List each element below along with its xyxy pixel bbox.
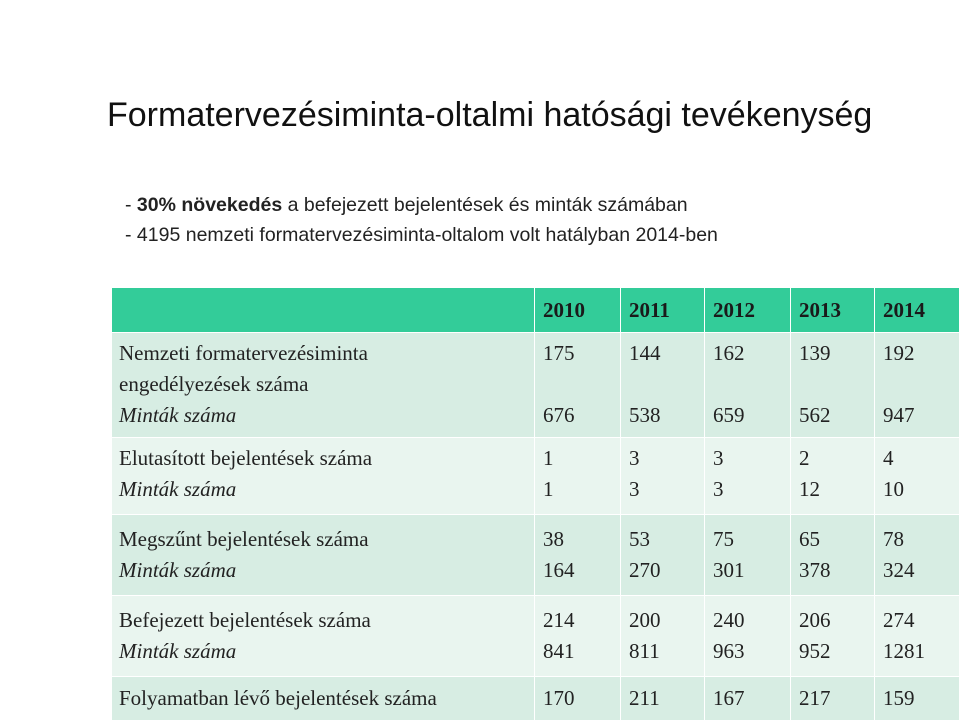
sub-value-cell: 12 bbox=[799, 477, 820, 501]
value-cell: 53 bbox=[629, 527, 650, 551]
value-cell: 214 bbox=[543, 608, 575, 632]
bullet-list bbox=[125, 190, 718, 250]
sub-value-cell: 301 bbox=[713, 558, 745, 582]
sub-value-cell: 270 bbox=[629, 558, 661, 582]
value-cell: 144 bbox=[629, 341, 661, 365]
sub-value-cell: 538 bbox=[629, 403, 661, 427]
table-row bbox=[112, 438, 960, 515]
bullet-item-1: - 30% növekedés a befejezett bejelentések és minták számában bbox=[125, 194, 688, 216]
value-cell: 167 bbox=[713, 686, 745, 710]
header-empty-cell bbox=[112, 288, 535, 333]
bullet-emphasis: 30% növekedés bbox=[136, 194, 283, 216]
value-cell: 75 bbox=[713, 527, 734, 551]
slide-title: Formatervezésiminta-oltalmi hatósági tevékenység bbox=[107, 96, 873, 134]
value-cell: 206 bbox=[799, 608, 831, 632]
value-cell: 211 bbox=[629, 686, 660, 710]
sub-value-cell: 947 bbox=[883, 403, 915, 427]
value-cell: 78 bbox=[883, 527, 904, 551]
sub-row-label: Minták száma bbox=[119, 477, 237, 501]
value-cell: 274 bbox=[883, 608, 915, 632]
year-header: 2011 bbox=[621, 288, 705, 333]
sub-value-cell: 164 bbox=[543, 558, 575, 582]
value-cell: 3 bbox=[629, 446, 640, 470]
sub-row-label: Minták száma bbox=[119, 558, 237, 582]
table-row bbox=[112, 515, 960, 596]
sub-value-cell: 3 bbox=[629, 477, 640, 501]
table-row bbox=[112, 333, 960, 438]
sub-value-cell: 1 bbox=[543, 477, 554, 501]
value-cell: 2 bbox=[799, 446, 810, 470]
value-cell: 3 bbox=[713, 446, 724, 470]
row-label: Nemzeti formatervezésiminta bbox=[119, 341, 368, 365]
statistics-table bbox=[111, 287, 960, 721]
sub-value-cell: 10 bbox=[883, 477, 904, 501]
row-label-continued: engedélyezések száma bbox=[119, 372, 309, 396]
sub-value-cell: 659 bbox=[713, 403, 745, 427]
value-cell: 162 bbox=[713, 341, 745, 365]
row-label: Megszűnt bejelentések száma bbox=[119, 527, 369, 551]
row-label: Befejezett bejelentések száma bbox=[119, 608, 371, 632]
year-header: 2014 bbox=[875, 288, 960, 333]
sub-value-cell: 562 bbox=[799, 403, 831, 427]
sub-value-cell: 841 bbox=[543, 639, 575, 663]
value-cell: 1 bbox=[543, 446, 554, 470]
sub-row-label: Minták száma bbox=[119, 403, 237, 427]
value-cell: 139 bbox=[799, 341, 831, 365]
sub-value-cell: 324 bbox=[883, 558, 915, 582]
value-cell: 240 bbox=[713, 608, 745, 632]
sub-value-cell: 1281 bbox=[883, 639, 925, 663]
sub-value-cell: 676 bbox=[543, 403, 575, 427]
table-row bbox=[112, 677, 960, 721]
value-cell: 217 bbox=[799, 686, 831, 710]
year-header: 2010 bbox=[535, 288, 621, 333]
value-cell: 200 bbox=[629, 608, 661, 632]
sub-value-cell: 3 bbox=[713, 477, 724, 501]
sub-value-cell: 963 bbox=[713, 639, 745, 663]
row-label: Folyamatban lévő bejelentések száma bbox=[119, 686, 437, 710]
sub-value-cell: 811 bbox=[629, 639, 660, 663]
value-cell: 175 bbox=[543, 341, 575, 365]
value-cell: 38 bbox=[543, 527, 564, 551]
value-cell: 65 bbox=[799, 527, 820, 551]
value-cell: 4 bbox=[883, 446, 894, 470]
bullet-item-2: - 4195 nemzeti formatervezésiminta-oltalom volt hatályban 2014-ben bbox=[125, 224, 718, 246]
table-row bbox=[112, 596, 960, 677]
sub-value-cell: 952 bbox=[799, 639, 831, 663]
table-header-row bbox=[112, 288, 960, 333]
value-cell: 159 bbox=[883, 686, 915, 710]
value-cell: 170 bbox=[543, 686, 575, 710]
year-header: 2012 bbox=[705, 288, 791, 333]
sub-value-cell: 378 bbox=[799, 558, 831, 582]
year-header: 2013 bbox=[791, 288, 875, 333]
sub-row-label: Minták száma bbox=[119, 639, 237, 663]
row-label: Elutasított bejelentések száma bbox=[119, 446, 373, 470]
value-cell: 192 bbox=[883, 341, 915, 365]
